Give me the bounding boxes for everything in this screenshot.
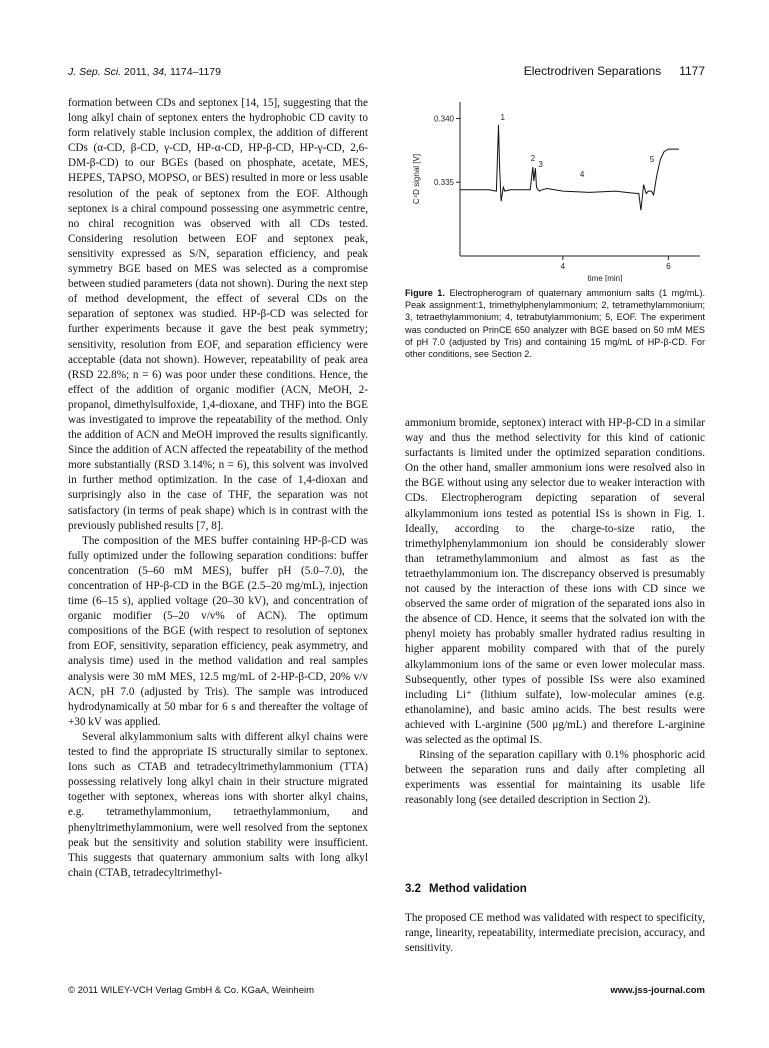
peak-label: 2 <box>530 153 536 163</box>
paragraph: formation between CDs and septonex [14, 15], suggesting that the long alkyl chain of septonex enters the hydrophobic CD cavity to form relatively stable inclusion complex, the addition of different CDs (α-CD, β-CD, γ-CD, HP-α-CD, HP-β-CD, HP-γ-CD, 2,6-DM-β-CD) to our BGEs (based on phosphate, acetate, MES, HEPES, TAPSO, MOPSO, or BES) resulted in more or less usable resolution of the peak of septonex from the EOF. Although septonex is a chiral compound possessing one asymmetric centre, no chiral recognition was observed with all CDs tested. Considering resolution between EOF and septonex peak, sensitivity expressed as S/N, separation efficiency, and peak symmetry BGE based on MES was selected as a compromise between studied parameters (data not shown). During the next step of method development, the effect of several CDs on the separation of septonex was studied. HP-β-CD was selected for further experiments because it gave the best peak symmetry; sensitivity, resolution from EOF, and separation efficiency were acceptable (data not shown). However, repeatability of peak area (RSD 22.8%; n = 6) was poor under these conditions. Hence, the effect of the addition of organic modifier (ACN, MeOH, 2-propanol, dimethylsulfoxide, 1,4-dioxane, and THF) into the BGE was investigated to improve the repeatability of the method. Only the addition of ACN and MeOH improved the results significantly. Since the addition of ACN affected the repeatability of the method more substantially (RSD 3.14%; n = 6), this solvent was involved in further method optimization. In the case of 1,4-dioxan and surprisingly also in the case of THF, the separation was not satisfactory (in terms of peak shape) which is in contrast with the previously published results [7, 8]. <box>68 97 368 532</box>
paragraph: The composition of the MES buffer containing HP-β-CD was fully optimized under the following separation conditions: buffer concentration (5–60 mM MES), buffer pH (5.0–7.0), the concentration of HP-β-CD in the BGE (2.5–20 mg/mL), injection time (6–15 s), applied voltage (20–30 kV), and concentration of organic modifier (5–20 v/v% of ACN). The optimum compositions of the BGE (with respect to resolution of septonex from EOF, sensitivity, separation efficiency, peak asymmetry, and analysis time) used in the method validation and real samples analysis were 30 mM MES, 12.5 mg/mL of 2-HP-β-CD, 20% v/v ACN, pH 7.0 (adjusted by Tris). The sample was introduced hydrodynamically at 50 mbar for 6 s and thereafter the voltage of +30 kV was applied. <box>68 534 368 728</box>
running-header-citation <box>68 66 221 78</box>
journal-pages: 1174–1179 <box>169 66 221 78</box>
x-axis-label: time [min] <box>587 274 623 282</box>
signal-trace <box>460 125 679 210</box>
y-tick-label: 0.335 <box>433 178 454 188</box>
x-tick-label: 4 <box>560 262 566 271</box>
journal-name: J. Sep. Sci. <box>68 66 122 78</box>
figure-label: Figure 1. <box>405 288 445 298</box>
right-column <box>405 416 705 808</box>
electropherogram-figure <box>405 96 705 282</box>
right-column-continued <box>405 911 705 956</box>
journal-volume: 34, <box>152 66 168 78</box>
section-title: Electrodriven Separations <box>523 64 662 78</box>
journal-year: 2011, <box>124 66 150 78</box>
running-header-section <box>524 64 705 78</box>
paragraph: Several alkylammonium salts with different alkyl chains were tested to find the appropriate IS structurally similar to septonex. Ions such as CTAB and tetradecyltrimethylammonium (TTA) possessing relatively long alkyl chain in their structure migrated together with septonex, whereas ions with shorter alkyl chains, e.g. tetramethylammonium, tetraethylammonium, and phenyltrimethylammonium, were well resolved from the septonex peak but the sensitivity and solution stability were insufficient. This suggests that quaternary ammonium salts with long alkyl chain (CTAB, tetradecyltrimethyl- <box>68 730 368 879</box>
figure-caption-text: Electropherogram of quaternary ammonium salts (1 mg/mL). Peak assignment:1, trimethylphenylammonium; 2, tetramethylammonium; 3, tetraethylammonium; 4, tetrabutylammonium; 5, EOF. The experiment was conducted on PrinCE 650 analyzer with BGE based on 50 mM MES of pH 7.0 (adjusted by Tris) and containing 15 mg/mL of HP-β-CD. For other conditions, see Section 2. <box>405 288 706 360</box>
paragraph: Rinsing of the separation capillary with 0.1% phosphoric acid between the separation runs and daily after completing all experiments was essential for maintaining its usable life reasonably long (see detailed description in Section 2). <box>405 749 705 807</box>
footer-copyright: © 2011 WILEY-VCH Verlag GmbH & Co. KGaA, Weinheim <box>68 985 315 996</box>
footer-url: www.jss-journal.com <box>610 985 705 996</box>
section-heading <box>405 883 527 895</box>
y-tick-label: 0.340 <box>433 114 454 124</box>
peak-label: 5 <box>649 154 655 164</box>
left-column <box>68 96 368 881</box>
peak-label: 1 <box>500 112 505 122</box>
section-number: 3.2 <box>405 883 421 895</box>
page-number: 1177 <box>679 64 705 78</box>
section-heading-title: Method validation <box>429 883 527 895</box>
x-tick-label: 6 <box>666 262 671 271</box>
peak-label: 4 <box>579 170 585 180</box>
y-axis-label: C⁴D signal [V] <box>412 153 421 205</box>
figure-caption <box>405 287 705 360</box>
paragraph: The proposed CE method was validated with respect to specificity, range, linearity, repeatability, intermediate precision, accuracy, and sensitivity. <box>405 912 705 955</box>
peak-label: 3 <box>538 160 543 170</box>
paragraph: ammonium bromide, septonex) interact with HP-β-CD in a similar way and thus the method selectivity for this kind of cationic surfactants is limited under the optimized separation conditions. On the other hand, smaller ammonium ions were resolved also in the BGE without using any selector due to weaker interaction with CDs. Electropherogram depicting separation of several alkylammonium ions tested as potential ISs is shown in Fig. 1. Ideally, according to the charge-to-size ratio, the trimethylphenylammonium ion should be considerably slower than tetramethylammonium and almost as fast as the tetraethylammonium ion. The discrepancy observed is presumably not caused by the interaction of these ions with CD since we observed the same order of migration of the separated ions also in the absence of CD. Hence, it seems that the solvated ion with the phenyl moiety has probably smaller hydrated radius resulting in higher apparent mobility compared with that of the purely alkylammonium ions of the same or even lower molecular mass. Subsequently, other types of possible ISs were also examined including Li⁺ (lithium sulfate), low-molecular amines (e.g. ethanolamine), and basic amino acids. The best results were achieved with L-arginine (500 μg/mL) and therefore L-arginine was selected as the optimal IS. <box>405 417 705 746</box>
